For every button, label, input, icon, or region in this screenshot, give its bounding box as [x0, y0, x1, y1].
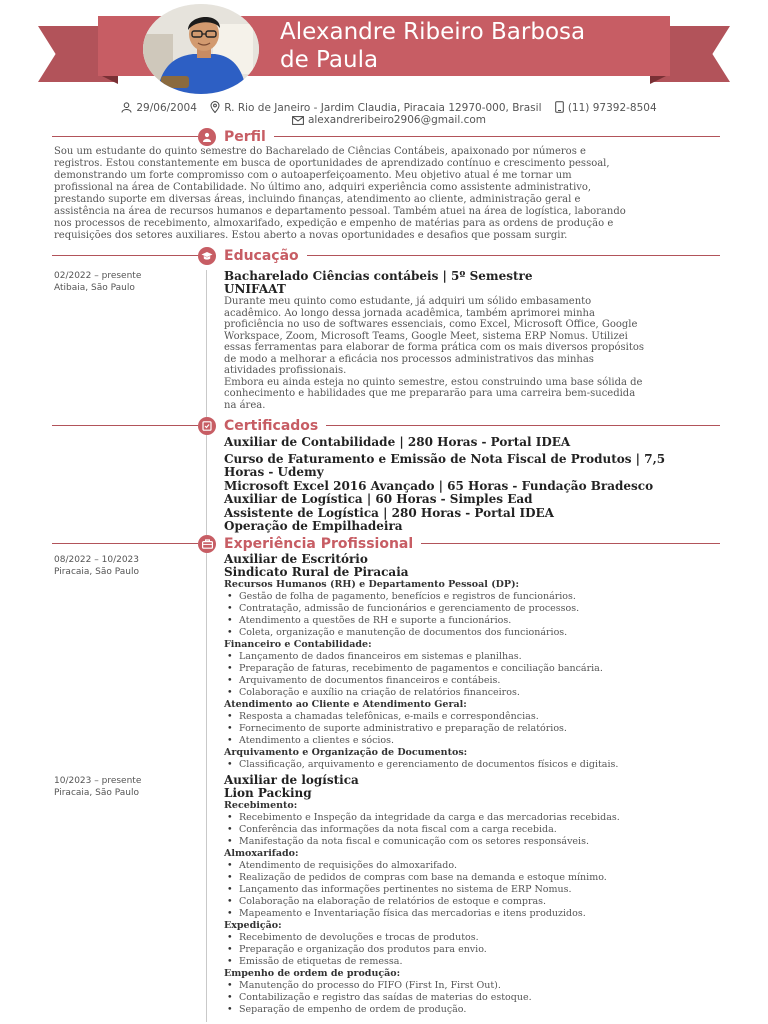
page-title — [280, 18, 670, 74]
certificate-item: Auxiliar de Contabilidade | 280 Horas - Portal IDEA — [224, 435, 571, 449]
list-item: • Recebimento e Inspeção da integridade da carga e das mercadorias recebidas. — [224, 812, 724, 824]
education-line: na área. — [224, 399, 266, 411]
list-item: • Recebimento de devoluções e trocas de produtos. — [224, 932, 724, 944]
certificate-item: Auxiliar de Logística | 60 Horas - Simples Ead — [224, 492, 533, 506]
task-list — [224, 860, 724, 920]
degree-title: Bacharelado Ciências contábeis | 5º Semestre — [224, 269, 533, 283]
list-item: • Atendimento a clientes e sócios. — [224, 735, 724, 747]
task-group-heading: Almoxarifado: — [224, 848, 299, 859]
education-line: Durante meu quinto como estudante, já adquiri um sólido embasamento — [224, 296, 592, 307]
list-item: • Separação de empenho de ordem de produção. — [224, 1004, 724, 1016]
certificate-item: Curso de Faturamento e Emissão de Nota Fiscal de Produtos | 7,5 — [224, 451, 666, 466]
list-item: • Preparação de faturas, recebimento de pagamentos e conciliação bancária. — [224, 663, 724, 675]
job-entry — [224, 774, 724, 1016]
list-item: • Classificação, arquivamento e gerenciamento de documentos físicos e digitais. — [224, 759, 724, 771]
section-title: Experiência Profissional — [224, 536, 414, 552]
job-title: Auxiliar de Escritório — [224, 552, 368, 566]
task-list — [224, 812, 724, 848]
section-divider — [52, 255, 720, 256]
certificate-item: Assistente de Logística | 280 Horas - Portal IDEA — [224, 505, 554, 520]
job-location: Piracaia, São Paulo — [54, 788, 139, 798]
list-item: • Colaboração na elaboração de relatórios de estoque e compras. — [224, 896, 724, 908]
education-line: acadêmico. Ao longo dessa jornada acadêmica, também aprimorei minha — [224, 307, 595, 319]
profile-line: Sou um estudante do quinto semestre do Bacharelado de Ciências Contábeis, apaixonado por números e — [54, 146, 586, 157]
section-title: Perfil — [224, 129, 266, 145]
list-item: • Resposta a chamadas telefônicas, e-mails e correspondências. — [224, 711, 724, 723]
profile-line: nos processos de recebimento, almoxarifado, expedição e empenho de matérias para as ordens de produção e — [54, 218, 614, 229]
education-line: essas ferramentas para elaborar de forma prática com os mais diversos propósitos — [224, 342, 645, 353]
list-item: • Contratação, admissão de funcionários e gerenciamento de processos. — [224, 603, 724, 615]
phone[interactable]: (11) 97392-8504 — [567, 102, 657, 114]
list-item: • Arquivamento de documentos financeiros e contábeis. — [224, 675, 724, 687]
certificate-item: Microsoft Excel 2016 Avançado | 65 Horas - Fundação Bradesco — [224, 478, 654, 493]
list-item: • Coleta, organização e manutenção de documentos dos funcionários. — [224, 627, 724, 639]
education-location: Atibaia, São Paulo — [54, 283, 135, 293]
timeline-line — [206, 270, 207, 1022]
task-list — [224, 759, 724, 771]
section-title: Educação — [224, 248, 299, 264]
profile-summary — [54, 146, 722, 242]
section-educacao — [52, 247, 720, 265]
company-name: Sindicato Rural de Piracaia — [224, 565, 409, 579]
list-item: • Manifestação da nota fiscal e comunicação com os setores responsáveis. — [224, 836, 724, 848]
task-list — [224, 711, 724, 747]
education-line: Workspace, Zoom, Microsoft Teams, Google Meet, sistema ERP Nomus. Utilizei — [224, 330, 628, 342]
section-experiencia — [52, 535, 720, 553]
task-group-heading: Arquivamento e Organização de Documentos: — [224, 747, 468, 758]
section-perfil — [52, 128, 720, 146]
section-divider — [52, 425, 720, 426]
user-icon — [198, 128, 216, 146]
name-line-1: Alexandre Ribeiro Barbosa — [280, 19, 586, 45]
list-item: • Atendimento a questões de RH e suporte a funcionários. — [224, 615, 724, 627]
list-item: • Preparação e organização dos produtos para envio. — [224, 944, 724, 956]
task-group-heading: Empenho de ordem de produção: — [224, 968, 401, 979]
list-item: • Realização de pedidos de compras com base na demanda e estoque mínimo. — [224, 872, 724, 884]
list-item: • Contabilização e registro das saídas de materias do estoque. — [224, 992, 724, 1004]
list-item: • Mapeamento e Inventariação física das mercadorias e itens produzidos. — [224, 908, 724, 920]
list-item: • Lançamento de dados financeiros em sistemas e planilhas. — [224, 651, 724, 663]
profile-photo-icon — [143, 4, 259, 94]
job-title: Auxiliar de logística — [224, 773, 359, 787]
task-list — [224, 980, 724, 1016]
education-line: proficiência no uso de softwares essenciais, como Excel, Microsoft Office, Google — [224, 319, 638, 330]
list-item: • Gestão de folha de pagamento, benefícios e registros de funcionários. — [224, 591, 724, 603]
name-line-2: de Paula — [280, 47, 379, 73]
briefcase-icon — [198, 535, 216, 553]
task-group-heading: Expedição: — [224, 920, 282, 931]
job-period: 08/2022 – 10/2023 — [54, 555, 139, 565]
company-name: Lion Packing — [224, 786, 312, 800]
job-meta — [54, 775, 204, 799]
school-name: UNIFAAT — [224, 282, 286, 296]
education-line: Embora eu ainda esteja no quinto semestre, estou construindo uma base sólida de — [224, 376, 643, 388]
list-item: • Conferência das informações da nota fiscal com a carga recebida. — [224, 824, 724, 836]
job-meta — [54, 554, 204, 578]
education-period: 02/2022 – presente — [54, 271, 142, 281]
job-period: 10/2023 – presente — [54, 776, 142, 786]
address: R. Rio de Janeiro - Jardim Claudia, Piracaia 12970-000, Brasil — [224, 102, 542, 114]
education-line: conhecimento e habilidades que me prepararão para uma carreira bem-sucedida — [224, 388, 636, 399]
task-list — [224, 932, 724, 968]
job-entry — [224, 553, 724, 771]
profile-line: assistência na área de recursos humanos e departamento pessoal. Também atuei na área de logística, laborando — [54, 206, 626, 217]
mail-icon — [292, 116, 304, 128]
task-group-heading: Recursos Humanos (RH) e Departamento Pessoal (DP): — [224, 579, 520, 590]
section-certificados — [52, 417, 720, 435]
profile-line: demonstrando um forte compromisso com o autoaperfeiçoamento. Meu objetivo atual é me tornar um — [54, 170, 572, 181]
certificate-item: Operação de Empilhadeira — [224, 519, 403, 533]
profile-line: requisições dos setores auxiliares. Estou aberto a novas oportunidades e desafios que possam surgir. — [54, 230, 568, 241]
education-meta — [54, 270, 204, 294]
email-link[interactable]: alexandreribeiro2906@gmail.com — [307, 114, 487, 126]
profile-line: registros. Estou constantemente em busca de oportunidades de aprendizado contínuo e crescimento pessoal, — [54, 158, 610, 169]
section-divider — [52, 136, 720, 137]
education-line: de modo a melhorar a eficácia nos processos administrativos das minhas — [224, 353, 594, 365]
section-title: Certificados — [224, 418, 319, 434]
certificates-list — [224, 436, 724, 534]
task-group-heading: Recebimento: — [224, 800, 298, 811]
education-description — [224, 296, 724, 411]
task-list — [224, 591, 724, 639]
list-item: • Lançamento das informações pertinentes no sistema de ERP Nomus. — [224, 884, 724, 896]
list-item: • Colaboração e auxílio na criação de relatórios financeiros. — [224, 687, 724, 699]
task-group-heading: Atendimento ao Cliente e Atendimento Geral: — [224, 699, 467, 710]
education-line: atividades profissionais. — [224, 365, 347, 376]
email-row — [0, 114, 768, 128]
task-list — [224, 651, 724, 699]
list-item: • Manutenção do processo do FIFO (First In, First Out). — [224, 980, 724, 992]
job-location: Piracaia, São Paulo — [54, 567, 139, 577]
certificate-icon — [198, 417, 216, 435]
avatar — [143, 4, 259, 94]
list-item: • Atendimento de requisições do almoxarifado. — [224, 860, 724, 872]
profile-line: profissional na área de Contabilidade. No último ano, adquiri experiência como assistente administrativo, — [54, 182, 592, 193]
certificate-item: Horas - Udemy — [224, 465, 324, 479]
list-item: • Emissão de etiquetas de remessa. — [224, 956, 724, 968]
task-group-heading: Financeiro e Contabilidade: — [224, 639, 372, 650]
list-item: • Fornecimento de suporte administrativo e preparação de relatórios. — [224, 723, 724, 735]
graduation-cap-icon — [198, 247, 216, 265]
profile-line: prestando suporte em diversas áreas, incluindo finanças, atendimento ao cliente, administração geral e — [54, 194, 581, 205]
education-entry — [224, 270, 724, 411]
birth-date: 29/06/2004 — [136, 102, 197, 114]
